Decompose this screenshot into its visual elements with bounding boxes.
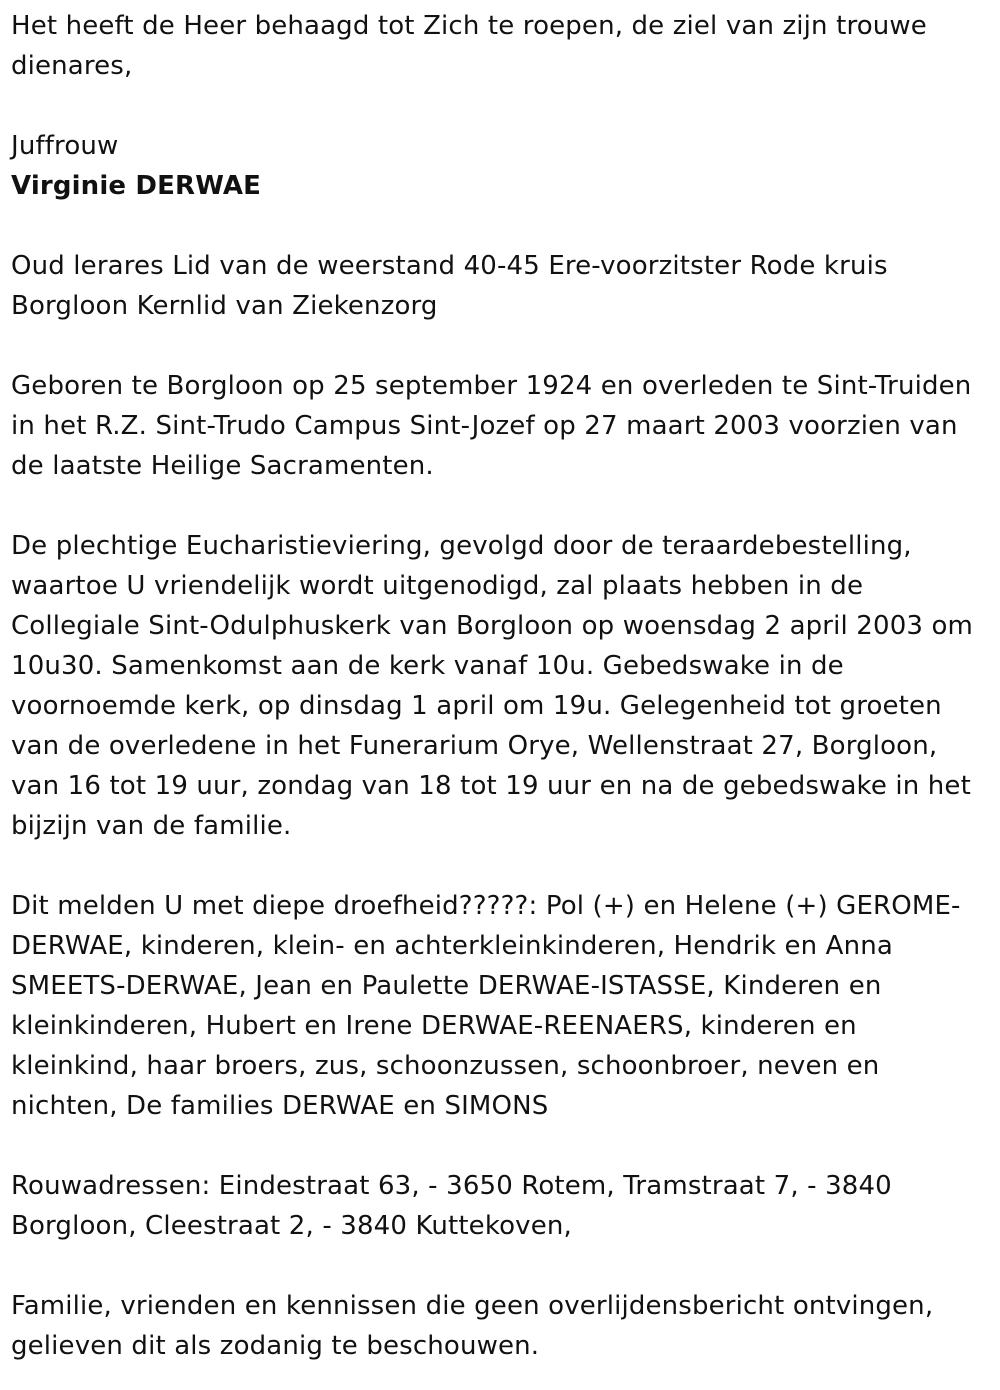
intro-text: Het heeft de Heer behaagd tot Zich te roepen, de ziel van zijn trouwe dienares, (11, 11, 927, 81)
roles-text: Oud lerares Lid van de weerstand 40-45 Ere-voorzitster Rode kruis Borgloon Kernlid van Ziekenzorg (11, 251, 888, 321)
birth-death-text: Geboren te Borgloon op 25 september 1924 en overleden te Sint-Truiden in het R.Z. Sint-Trudo Campus Sint-Jozef op 27 maart 2003 voorzien van de laatste Heilige Sacramenten. (11, 371, 972, 481)
death-notice (11, 6, 991, 1366)
deceased-name: Virginie DERWAE (11, 171, 262, 201)
family-text: Dit melden U met diepe droefheid?????: Pol (+) en Helene (+) GEROME-DERWAE, kinderen, klein- en achterkleinkinderen, Hendrik en Anna SMEETS-DERWAE, Jean en Paulette DERWAE-ISTASSE, Kinderen en kleinkinderen, Hubert en Irene DERWAE-REENAERS, kinderen en kleinkind, haar broers, zus, schoonzussen, schoonbroer, neven en nichten, De families DERWAE en SIMONS (11, 891, 961, 1121)
closing-text: Familie, vrienden en kennissen die geen overlijdensbericht ontvingen, gelieven dit als zodanig te beschouwen. (11, 1291, 934, 1361)
title-text: Juffrouw (11, 131, 119, 161)
ceremony-text: De plechtige Eucharistieviering, gevolgd door de teraardebestelling, waartoe U vriendelijk wordt uitgenodigd, zal plaats hebben in de Collegiale Sint-Odulphuskerk van Borgloon op woensdag 2 april 2003 om 10u30. Samenkomst aan de kerk vanaf 10u. Gebedswake in de voornoemde kerk, op dinsdag 1 april om 19u. Gelegenheid tot groeten van de overledene in het Funerarium Orye, Wellenstraat 27, Borgloon, van 16 tot 19 uur, zondag van 18 tot 19 uur en na de gebedswake in het bijzijn van de familie. (11, 531, 974, 841)
addresses-text: Rouwadressen: Eindestraat 63, - 3650 Rotem, Tramstraat 7, - 3840 Borgloon, Cleestraat 2, - 3840 Kuttekoven, (11, 1171, 892, 1241)
